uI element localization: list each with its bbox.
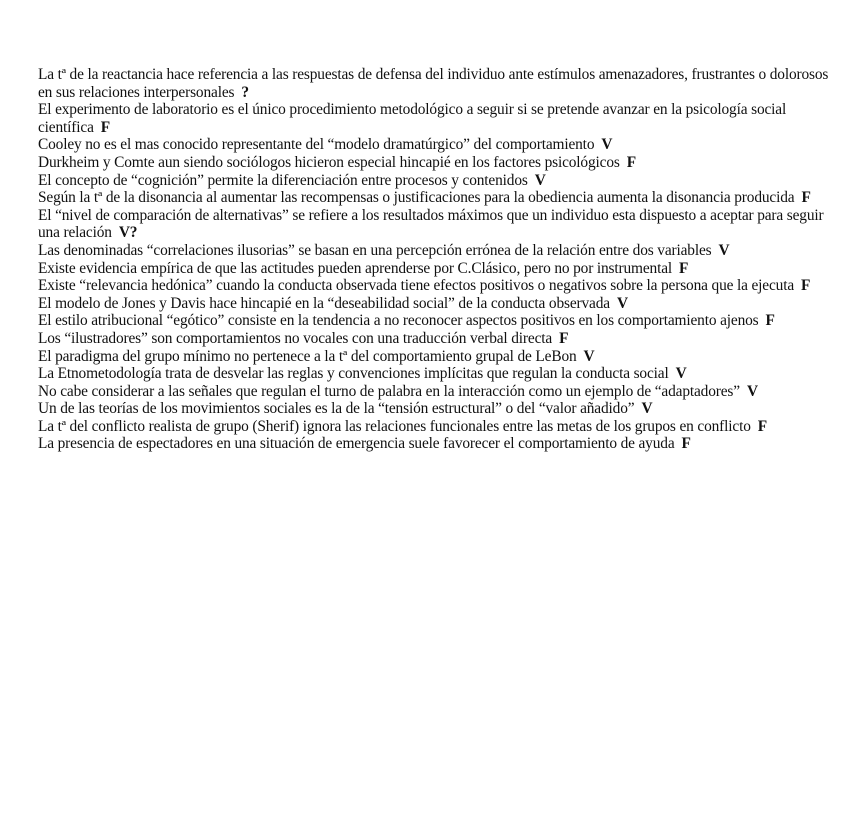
answer-mark: V [746, 382, 758, 400]
question-item [38, 365, 834, 383]
question-text: Un de las teorías de los movimientos sociales es la de la “tensión estructural” o del “valor añadido” [38, 400, 635, 418]
document-body [38, 66, 834, 453]
question-text: Durkheim y Comte aun siendo sociólogos hicieron especial hincapié en los factores psicológicos [38, 153, 620, 171]
question-item [38, 330, 834, 348]
question-text: La Etnometodología trata de desvelar las reglas y convenciones implícitas que regulan la conducta social [38, 365, 669, 383]
question-text: El experimento de laboratorio es el único procedimiento metodológico a seguir si se pretende avanzar en la psicología social científica [38, 101, 787, 136]
question-item [38, 277, 834, 295]
answer-mark: ? [241, 83, 249, 101]
question-text: El estilo atribucional “egótico” consiste en la tendencia a no reconocer aspectos positivos en los comportamiento ajenos [38, 312, 759, 330]
question-text: El concepto de “cognición” permite la diferenciación entre procesos y contenidos [38, 171, 528, 189]
answer-mark: V [641, 400, 653, 418]
answer-mark: F [626, 153, 636, 171]
question-text: Existe evidencia empírica de que las actitudes pueden aprenderse por C.Clásico, pero no por instrumental [38, 259, 673, 277]
answer-mark: V [675, 365, 687, 383]
question-text: La presencia de espectadores en una situación de emergencia suele favorecer el comportamiento de ayuda [38, 435, 675, 453]
question-item [38, 348, 834, 366]
answer-mark: V? [118, 224, 138, 242]
answer-mark: F [801, 277, 811, 295]
question-item [38, 189, 834, 207]
question-text: Los “ilustradores” son comportamientos no vocales con una traducción verbal directa [38, 329, 553, 347]
answer-mark: F [681, 435, 691, 453]
answer-mark: V [718, 241, 730, 259]
question-text: Cooley no es el mas conocido representante del “modelo dramatúrgico” del comportamiento [38, 136, 595, 154]
question-item [38, 435, 834, 453]
question-text: Existe “relevancia hedónica” cuando la conducta observada tiene efectos positivos o negativos sobre la persona que la ejecuta [38, 277, 795, 295]
question-item [38, 260, 834, 278]
question-item [38, 312, 834, 330]
question-text: El paradigma del grupo mínimo no pertenece a la tª del comportamiento grupal de LeBon [38, 347, 577, 365]
answer-mark: F [757, 417, 768, 435]
answer-mark: V [616, 294, 628, 312]
question-text: El modelo de Jones y Davis hace hincapié en la “deseabilidad social” de la conducta observada [38, 294, 610, 312]
answer-mark: V [583, 347, 595, 365]
answer-mark: F [801, 189, 811, 207]
answer-mark: F [100, 118, 111, 136]
question-text: Según la tª de la disonancia al aumentar las recompensas o justificaciones para la obediencia aumenta la disonancia producida [38, 189, 795, 207]
question-item [38, 66, 834, 101]
question-text: Las denominadas “correlaciones ilusorias” se basan en una percepción errónea de la relación entre dos variables [38, 241, 712, 259]
answer-mark: V [534, 171, 546, 189]
question-text: El “nivel de comparación de alternativas” se refiere a los resultados máximos que un individuo esta dispuesto a aceptar para seguir una relación [38, 206, 824, 242]
question-item [38, 295, 834, 313]
question-item [38, 242, 834, 260]
question-item [38, 154, 834, 172]
question-item [38, 101, 834, 136]
answer-mark: F [559, 329, 569, 347]
question-text: No cabe considerar a las señales que regulan el turno de palabra en la interacción como un ejemplo de “adaptadores” [38, 382, 740, 400]
answer-mark: V [601, 136, 613, 154]
question-item [38, 136, 834, 154]
question-item [38, 172, 834, 190]
question-text: La tª del conflicto realista de grupo (Sherif) ignora las relaciones funcionales entre las metas de los grupos en conflicto [38, 417, 751, 435]
question-item [38, 207, 834, 242]
question-item [38, 418, 834, 436]
answer-mark: F [679, 259, 689, 277]
question-item [38, 400, 834, 418]
answer-mark: F [765, 312, 775, 330]
question-text: La tª de la reactancia hace referencia a las respuestas de defensa del individuo ante estímulos amenazadores, frustrantes o dolorosos en sus relaciones interpersonales [38, 66, 829, 101]
question-item [38, 383, 834, 401]
